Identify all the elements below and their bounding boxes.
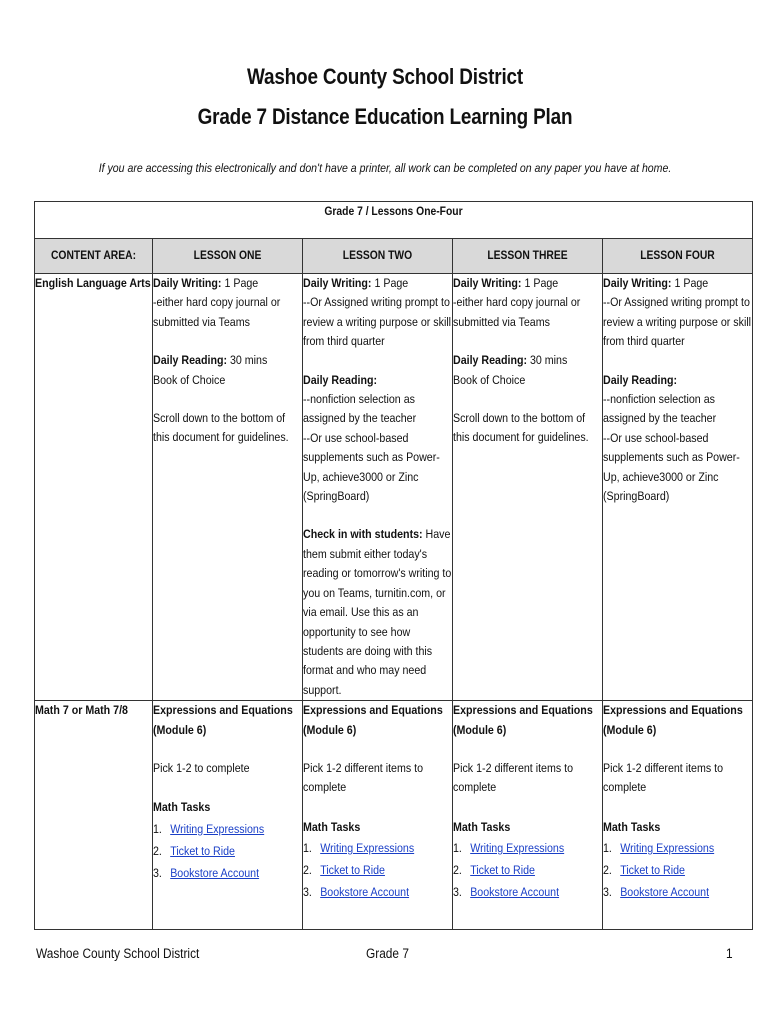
link-bookstore-account[interactable]: Bookstore Account bbox=[620, 885, 710, 900]
footer-district: Washoe County School District bbox=[36, 946, 200, 961]
list-item: 3. Bookstore Account bbox=[153, 865, 260, 880]
column-header-lesson-two: LESSON TWO bbox=[303, 239, 453, 274]
link-writing-expressions[interactable]: Writing Expressions bbox=[470, 841, 565, 856]
column-header-lesson-one: LESSON ONE bbox=[153, 239, 303, 274]
link-ticket-to-ride[interactable]: Ticket to Ride bbox=[320, 863, 385, 878]
ela-lesson-four: Daily Writing: 1 Page --Or Assigned writing prompt to review a writing purpose or skill from third quarter Daily Reading: --nonfiction selection as assigned by the teacher --Or use school-based supplements such as Power-Up, achieve3000 or Zinc (SpringBoard) bbox=[603, 274, 753, 701]
math-task-list bbox=[303, 837, 452, 903]
link-ticket-to-ride[interactable]: Ticket to Ride bbox=[170, 843, 235, 858]
math-task-list bbox=[153, 818, 302, 884]
math-task-list bbox=[603, 837, 752, 903]
list-item: 1. Writing Expressions bbox=[603, 841, 715, 856]
table-header-row bbox=[35, 239, 753, 274]
content-area-ela: English Language Arts bbox=[35, 274, 153, 701]
list-item: 1. Writing Expressions bbox=[153, 821, 265, 836]
content-area-math: Math 7 or Math 7/8 bbox=[35, 701, 153, 930]
math-lesson-one: Expressions and Equations (Module 6) Pick 1-2 to complete Math Tasks 1. Writing Expressions 2. Ticket to Ride 3. Bookstore Account bbox=[153, 701, 303, 930]
ela-lesson-three: Daily Writing: 1 Page -either hard copy journal or submitted via Teams Daily Reading: 30 mins Book of Choice Scroll down to the bottom of this document for guidelines. bbox=[453, 274, 603, 701]
list-item: 2. Ticket to Ride bbox=[153, 843, 235, 858]
list-item: 2. Ticket to Ride bbox=[603, 863, 685, 878]
list-item: 1. Writing Expressions bbox=[303, 841, 415, 856]
column-header-lesson-three: LESSON THREE bbox=[453, 239, 603, 274]
link-bookstore-account[interactable]: Bookstore Account bbox=[170, 865, 260, 880]
list-item: 1. Writing Expressions bbox=[453, 841, 565, 856]
link-writing-expressions[interactable]: Writing Expressions bbox=[620, 841, 715, 856]
table-row-math bbox=[35, 701, 753, 930]
column-header-lesson-four: LESSON FOUR bbox=[603, 239, 753, 274]
footer-grade: Grade 7 bbox=[366, 946, 409, 961]
math-lesson-three: Expressions and Equations (Module 6) Pick 1-2 different items to complete Math Tasks 1. Writing Expressions 2. Ticket to Ride 3. Bookstore Account bbox=[453, 701, 603, 930]
printer-note: If you are accessing this electronically and don't have a printer, all work can be completed on any paper you have at home. bbox=[98, 161, 672, 175]
list-item: 3. Bookstore Account bbox=[303, 885, 410, 900]
math-task-list bbox=[453, 837, 602, 903]
page-number: 1 bbox=[726, 946, 733, 961]
list-item: 3. Bookstore Account bbox=[453, 885, 560, 900]
page-title: Washoe County School District bbox=[246, 64, 524, 89]
learning-plan-table bbox=[34, 201, 753, 930]
link-writing-expressions[interactable]: Writing Expressions bbox=[320, 841, 415, 856]
page-subtitle: Grade 7 Distance Education Learning Plan bbox=[197, 104, 573, 129]
ela-lesson-two: Daily Writing: 1 Page --Or Assigned writing prompt to review a writing purpose or skill from third quarter Daily Reading: --nonfiction selection as assigned by the teacher --Or use school-based supplements such as Power-Up, achieve3000 or Zinc (SpringBoard) Check in with students: Have them submit either today's reading or tomorrow's writing to you on Teams, turnitin.com, or via email. Use this as an opportunity to see how students are doing with this format and who may need support. bbox=[303, 274, 453, 701]
ela-lesson-one: Daily Writing: 1 Page -either hard copy journal or submitted via Teams Daily Reading: 30 mins Book of Choice Scroll down to the bottom of this document for guidelines. bbox=[153, 274, 303, 701]
math-lesson-four: Expressions and Equations (Module 6) Pick 1-2 different items to complete Math Tasks 1. Writing Expressions 2. Ticket to Ride 3. Bookstore Account bbox=[603, 701, 753, 930]
list-item: 3. Bookstore Account bbox=[603, 885, 710, 900]
link-ticket-to-ride[interactable]: Ticket to Ride bbox=[620, 863, 685, 878]
link-writing-expressions[interactable]: Writing Expressions bbox=[170, 821, 265, 836]
math-lesson-two: Expressions and Equations (Module 6) Pick 1-2 different items to complete Math Tasks 1. Writing Expressions 2. Ticket to Ride 3. Bookstore Account bbox=[303, 701, 453, 930]
link-bookstore-account[interactable]: Bookstore Account bbox=[320, 885, 410, 900]
list-item: 2. Ticket to Ride bbox=[303, 863, 385, 878]
column-header-content-area: CONTENT AREA: bbox=[35, 239, 153, 274]
table-banner: Grade 7 / Lessons One-Four bbox=[35, 202, 753, 239]
link-ticket-to-ride[interactable]: Ticket to Ride bbox=[470, 863, 535, 878]
table-row-ela bbox=[35, 274, 753, 701]
list-item: 2. Ticket to Ride bbox=[453, 863, 535, 878]
link-bookstore-account[interactable]: Bookstore Account bbox=[470, 885, 560, 900]
